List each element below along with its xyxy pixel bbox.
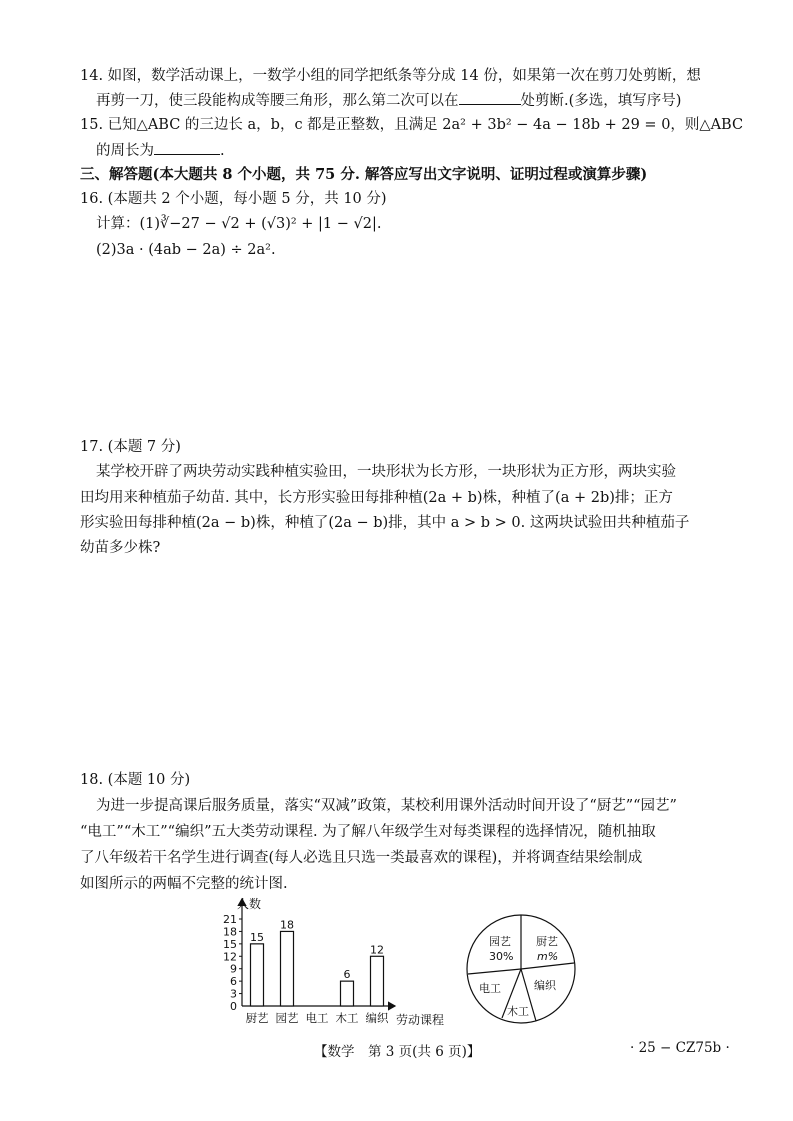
q16-part1-prefix: 计算：(1) (96, 216, 161, 232)
q14-line1: 14. 如图，数学活动课上，一数学小组的同学把纸条等分成 14 份，如果第一次在剪刀处剪断，想 (80, 68, 701, 84)
bar-chart-ylabel: 人数 (237, 897, 262, 911)
pie-slice-label-yuanyi: 园艺 (489, 935, 511, 948)
q16-part1 (96, 214, 381, 234)
bar-chart-y-tick-label: 0 (230, 1000, 237, 1013)
bar-chart-category-label: 电工 (305, 1011, 329, 1025)
footer-page-info: 【数学 第 3 页(共 6 页)】 (314, 1044, 481, 1060)
section-3-heading: 三、解答题(本大题共 8 个小题，共 75 分. 解答应写出文字说明、证明过程或演算步骤) (80, 166, 648, 183)
q17-line1: 某学校开辟了两块劳动实践种植实验田，一块形状为长方形，一块形状为正方形，两块实验 (96, 464, 676, 480)
q17-header: 17. (本题 7 分) (80, 439, 181, 455)
q16-part2: (2)3a · (4ab − 2a) ÷ 2a². (96, 242, 276, 258)
q15-answer-blank[interactable] (154, 140, 220, 155)
bar-chart-bar (341, 981, 354, 1006)
bar-chart-y-tick-label: 6 (230, 975, 237, 989)
bar-chart-bar (251, 944, 264, 1006)
q16-part1-expression: ∛−27 − √2 + (√3)² + |1 − √2|. (160, 216, 382, 232)
q15-line2 (96, 140, 225, 161)
q17-line4: 幼苗多少株? (80, 540, 161, 556)
bar-chart (210, 893, 455, 1033)
bar-chart-bar (281, 931, 294, 1006)
pie-slice-label-mugong: 木工 (507, 1005, 529, 1018)
bar-chart-category-label: 厨艺 (245, 1011, 269, 1025)
q15-line1: 15. 已知△ABC 的三边长 a，b，c 都是正整数，且满足 2a² + 3b² − 4a − 18b + 29 = 0，则△ABC (80, 117, 744, 133)
bar-chart-xlabel: 劳动课程 (396, 1013, 445, 1027)
q18-line4: 如图所示的两幅不完整的统计图. (80, 876, 288, 892)
footer-code: · 25 − CZ75b · (630, 1040, 730, 1056)
q18-line1: 为进一步提高课后服务质量，落实“双减”政策，某校利用课外活动时间开设了“厨艺”“园艺” (96, 798, 677, 814)
pie-divider-right (521, 963, 574, 969)
bar-chart-y-tick-label: 12 (223, 950, 237, 964)
pie-slice-label-bianzhi: 编织 (534, 979, 556, 992)
q14-answer-blank[interactable] (459, 90, 521, 105)
q18-line3: 了八年级若干名学生进行调查(每人必选且只选一类最喜欢的课程)，并将调查结果绘制成 (80, 850, 643, 866)
q18-line2: “电工”“木工”“编织”五大类劳动课程. 为了解八年级学生对每类课程的选择情况，随机抽取 (80, 824, 656, 840)
bar-chart-y-tick-label: 18 (223, 925, 237, 939)
pie-slice-value-chuyi: m% (537, 950, 559, 963)
bar-chart-category-label: 木工 (335, 1011, 359, 1025)
q14-line2-start: 再剪一刀，使三段能构成等腰三角形，那么第二次可以在 (96, 93, 459, 109)
bar-chart-y-tick-label: 15 (223, 937, 237, 951)
bar-chart-y-tick-label: 21 (223, 913, 237, 926)
pie-slice-value-yuanyi: 30% (489, 950, 514, 963)
bar-chart-data-label: 18 (280, 918, 294, 932)
bar-chart-data-label: 12 (370, 943, 384, 957)
q18-header: 18. (本题 10 分) (80, 772, 191, 788)
bar-chart-category-label: 编织 (365, 1011, 389, 1025)
pie-chart (462, 912, 587, 1027)
pie-slice-label-diangong: 电工 (479, 982, 501, 995)
q14-line2 (96, 90, 681, 111)
bar-chart-bar (371, 956, 384, 1006)
q15-line2-start: 的周长为 (96, 143, 154, 159)
bar-chart-category-label: 园艺 (275, 1011, 299, 1025)
bar-chart-data-label: 15 (250, 930, 264, 944)
q17-line3: 形实验田每排种植(2a − b)株，种植了(2a − b)排，其中 a > b > 0. 这两块试验田共种植茄子 (80, 515, 690, 531)
q15-line2-end: . (220, 143, 225, 159)
bar-chart-data-label: 6 (343, 968, 351, 982)
pie-divider-left (468, 969, 521, 974)
q16-header: 16. (本题共 2 个小题，每小题 5 分，共 10 分) (80, 191, 387, 207)
bar-chart-y-tick-label: 9 (230, 962, 237, 976)
q14-line2-end: 处剪断.(多选，填写序号) (520, 93, 682, 109)
q17-line2: 田均用来种植茄子幼苗. 其中，长方形实验田每排种植(2a + b)株，种植了(a + 2b)排；正方 (80, 490, 673, 506)
bar-chart-y-tick-label: 3 (230, 987, 237, 1001)
pie-slice-label-chuyi: 厨艺 (536, 935, 558, 948)
